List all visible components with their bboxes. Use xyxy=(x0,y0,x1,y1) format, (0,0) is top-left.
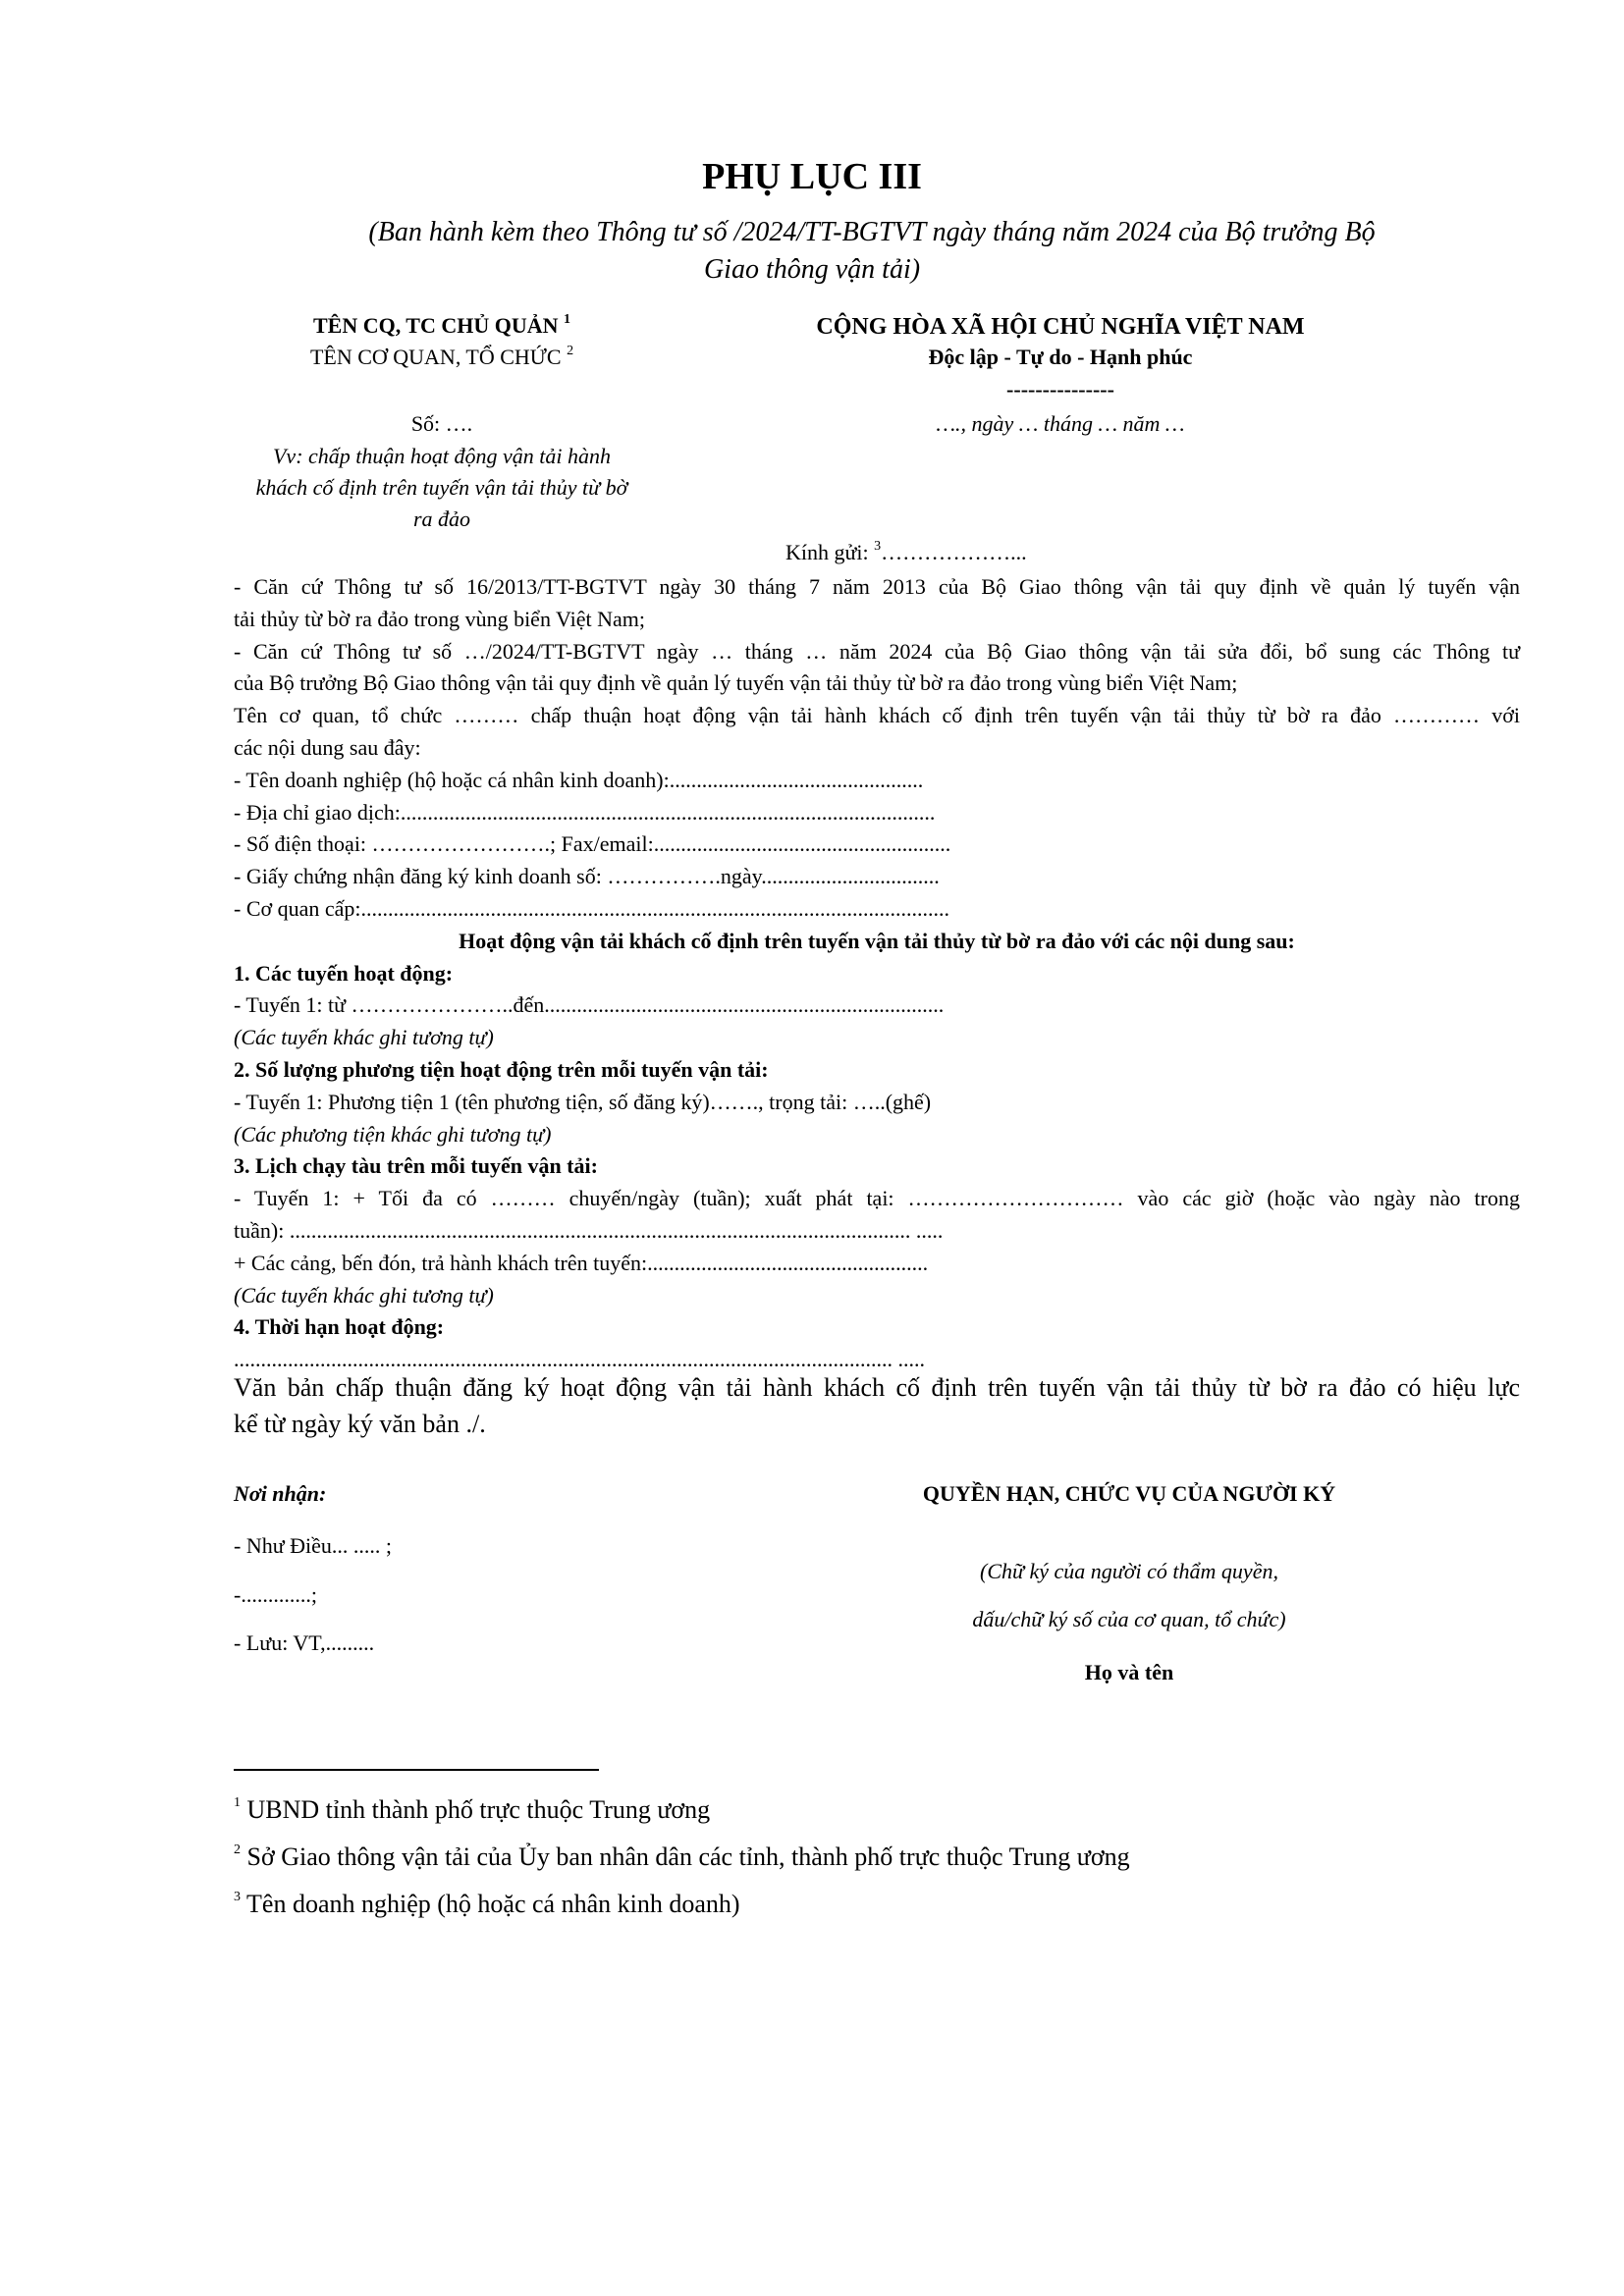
appendix-subtitle-line2: Giao thông vận tải) xyxy=(703,254,921,285)
recipient-item-2: -.............; xyxy=(234,1582,317,1607)
footnotes xyxy=(234,1787,1130,1928)
recipient-item-1: - Như Điều... ..... ; xyxy=(234,1533,393,1558)
subject-line2: khách cố định trên tuyến vận tải thủy từ bờ xyxy=(255,475,628,500)
field-company: - Tên doanh nghiệp (hộ hoặc cá nhân kinh doanh):............................................... xyxy=(234,767,924,792)
national-motto: Độc lập - Tự do - Hạnh phúc xyxy=(928,345,1193,369)
approval-line1: Tên cơ quan, tổ chức ……… chấp thuận hoạt động vận tải hành khách cố định trên tuyến vận tải thủy từ bờ ra đảo ………… với xyxy=(234,703,1520,728)
basis-2-line1: - Căn cứ Thông tư số …/2024/TT-BGTVT ngày … tháng … năm 2024 của Bộ Giao thông vận tải sửa đổi, bổ sung các Thông tư xyxy=(234,638,1520,664)
agency-parent: TÊN CQ, TC CHỦ QUẢN $^1$ xyxy=(312,311,571,338)
section-2-route: - Tuyến 1: Phương tiện 1 (tên phương tiện, số đăng ký)……., trọng tải: …..(ghế) xyxy=(234,1089,932,1114)
section-3-note: (Các tuyến khác ghi tương tự) xyxy=(234,1282,494,1308)
section-1-route: - Tuyến 1: từ …………………..đến.......................................................................... xyxy=(234,992,945,1018)
document-number: Số: …. xyxy=(410,411,473,436)
subject-line3: ra đảo xyxy=(412,507,471,531)
signer-authority: QUYỀN HẠN, CHỨC VỤ CỦA NGƯỜI KÝ xyxy=(922,1481,1336,1506)
date-line: …., ngày … tháng … năm … xyxy=(936,411,1185,436)
signature-note-line1: (Chữ ký của người có thẩm quyền, xyxy=(980,1559,1278,1583)
footnote-ref-3: 3 xyxy=(874,538,882,554)
approval-line2: các nội dung sau đây: xyxy=(234,734,421,760)
section-3-heading: 3. Lịch chạy tàu trên mỗi tuyến vận tải: xyxy=(234,1153,598,1179)
agency-name: TÊN CƠ QUAN, TỔ CHỨC $^2$ xyxy=(309,343,574,369)
footnote-2: $^2$ Sở Giao thông vận tải của Ủy ban nhân dân các tỉnh, thành phố trực thuộc Trung ương xyxy=(234,1842,1130,1871)
basis-2-line2: của Bộ trưởng Bộ Giao thông vận tải quy định về quản lý tuyến vận tải thủy từ bờ ra đảo trong vùng biển Việt Nam; xyxy=(234,670,1238,696)
footnote-1: $^1$ UBND tỉnh thành phố trực thuộc Trung ương xyxy=(234,1795,711,1824)
effect-statement xyxy=(234,1369,1520,1442)
section-1-heading: 1. Các tuyến hoạt động: xyxy=(234,960,454,986)
field-issuer: - Cơ quan cấp:............................................................................................................. xyxy=(234,895,950,921)
signer-name: Họ và tên xyxy=(1084,1660,1174,1684)
basis-1-line2: tải thủy từ bờ ra đảo trong vùng biển Việt Nam; xyxy=(234,606,645,631)
section-2-note: (Các phương tiện khác ghi tương tự) xyxy=(234,1121,552,1147)
footnote-3: $^3$ Tên doanh nghiệp (hộ hoặc cá nhân kinh doanh) xyxy=(234,1890,740,1918)
subject-line1: Vv: chấp thuận hoạt động vận tải hành xyxy=(272,444,611,468)
appendix-subtitle-line1: (Ban hành kèm theo Thông tư số /2024/TT-BGTVT ngày tháng năm 2024 của Bộ trưởng Bộ xyxy=(368,217,1376,247)
operation-heading: Hoạt động vận tải khách cố định trên tuyến vận tải thủy từ bờ ra đảo với các nội dung sau: xyxy=(459,928,1295,953)
body-content xyxy=(234,571,1520,1376)
section-4-value: .......................................................................................................................... ..... xyxy=(234,1347,925,1372)
section-2-heading: 2. Số lượng phương tiện hoạt động trên mỗi tuyến vận tải: xyxy=(234,1056,769,1082)
signature-note-line2: dấu/chữ ký số của cơ quan, tổ chức) xyxy=(972,1607,1286,1631)
basis-1-line1: - Căn cứ Thông tư số 16/2013/TT-BGTVT ngày 30 tháng 7 năm 2013 của Bộ Giao thông vận tải quy định về quản lý tuyến vận xyxy=(234,574,1520,599)
field-license: - Giấy chứng nhận đăng ký kinh doanh số: …………….ngày................................. xyxy=(234,864,940,889)
effect-line1: Văn bản chấp thuận đăng ký hoạt động vận tải hành khách cố định trên tuyến vận tải thủy từ bờ ra đảo có hiệu lực xyxy=(234,1373,1520,1402)
section-3-route-line2: tuần): ................................................................................................................... ..... xyxy=(234,1217,944,1243)
motto-divider: --------------- xyxy=(1006,377,1114,401)
recipient-item-3: - Lưu: VT,......... xyxy=(234,1630,375,1655)
nation-name: CỘNG HÒA XÃ HỘI CHỦ NGHĨA VIỆT NAM xyxy=(816,314,1305,340)
appendix-title: PHỤ LỤC III xyxy=(702,156,922,197)
recipients-label: Nơi nhận: xyxy=(234,1481,327,1506)
section-3-ports: + Các cảng, bến đón, trả hành khách trên tuyến:.................................................... xyxy=(234,1250,929,1275)
effect-line2: kể từ ngày ký văn bản ./. xyxy=(234,1410,486,1438)
section-1-note: (Các tuyến khác ghi tương tự) xyxy=(234,1025,494,1050)
field-address: - Địa chỉ giao dịch:................................................................................................... xyxy=(234,799,936,825)
footnote-ref-1: 1 xyxy=(564,311,571,327)
footnote-ref-2: 2 xyxy=(567,343,574,358)
field-phone: - Số điện thoại: …………………….; Fax/email:....................................................... xyxy=(234,831,951,857)
footnote-separator xyxy=(234,1769,599,1771)
section-3-route-line1: - Tuyến 1: + Tối đa có ……… chuyến/ngày (tuần); xuất phát tại: ………………………… vào các giờ (hoặc vào ngày nào trong xyxy=(234,1186,1520,1211)
section-4-heading: 4. Thời hạn hoạt động: xyxy=(234,1314,445,1340)
addressee: Kính gửi: $^3$………………... xyxy=(785,538,1027,564)
